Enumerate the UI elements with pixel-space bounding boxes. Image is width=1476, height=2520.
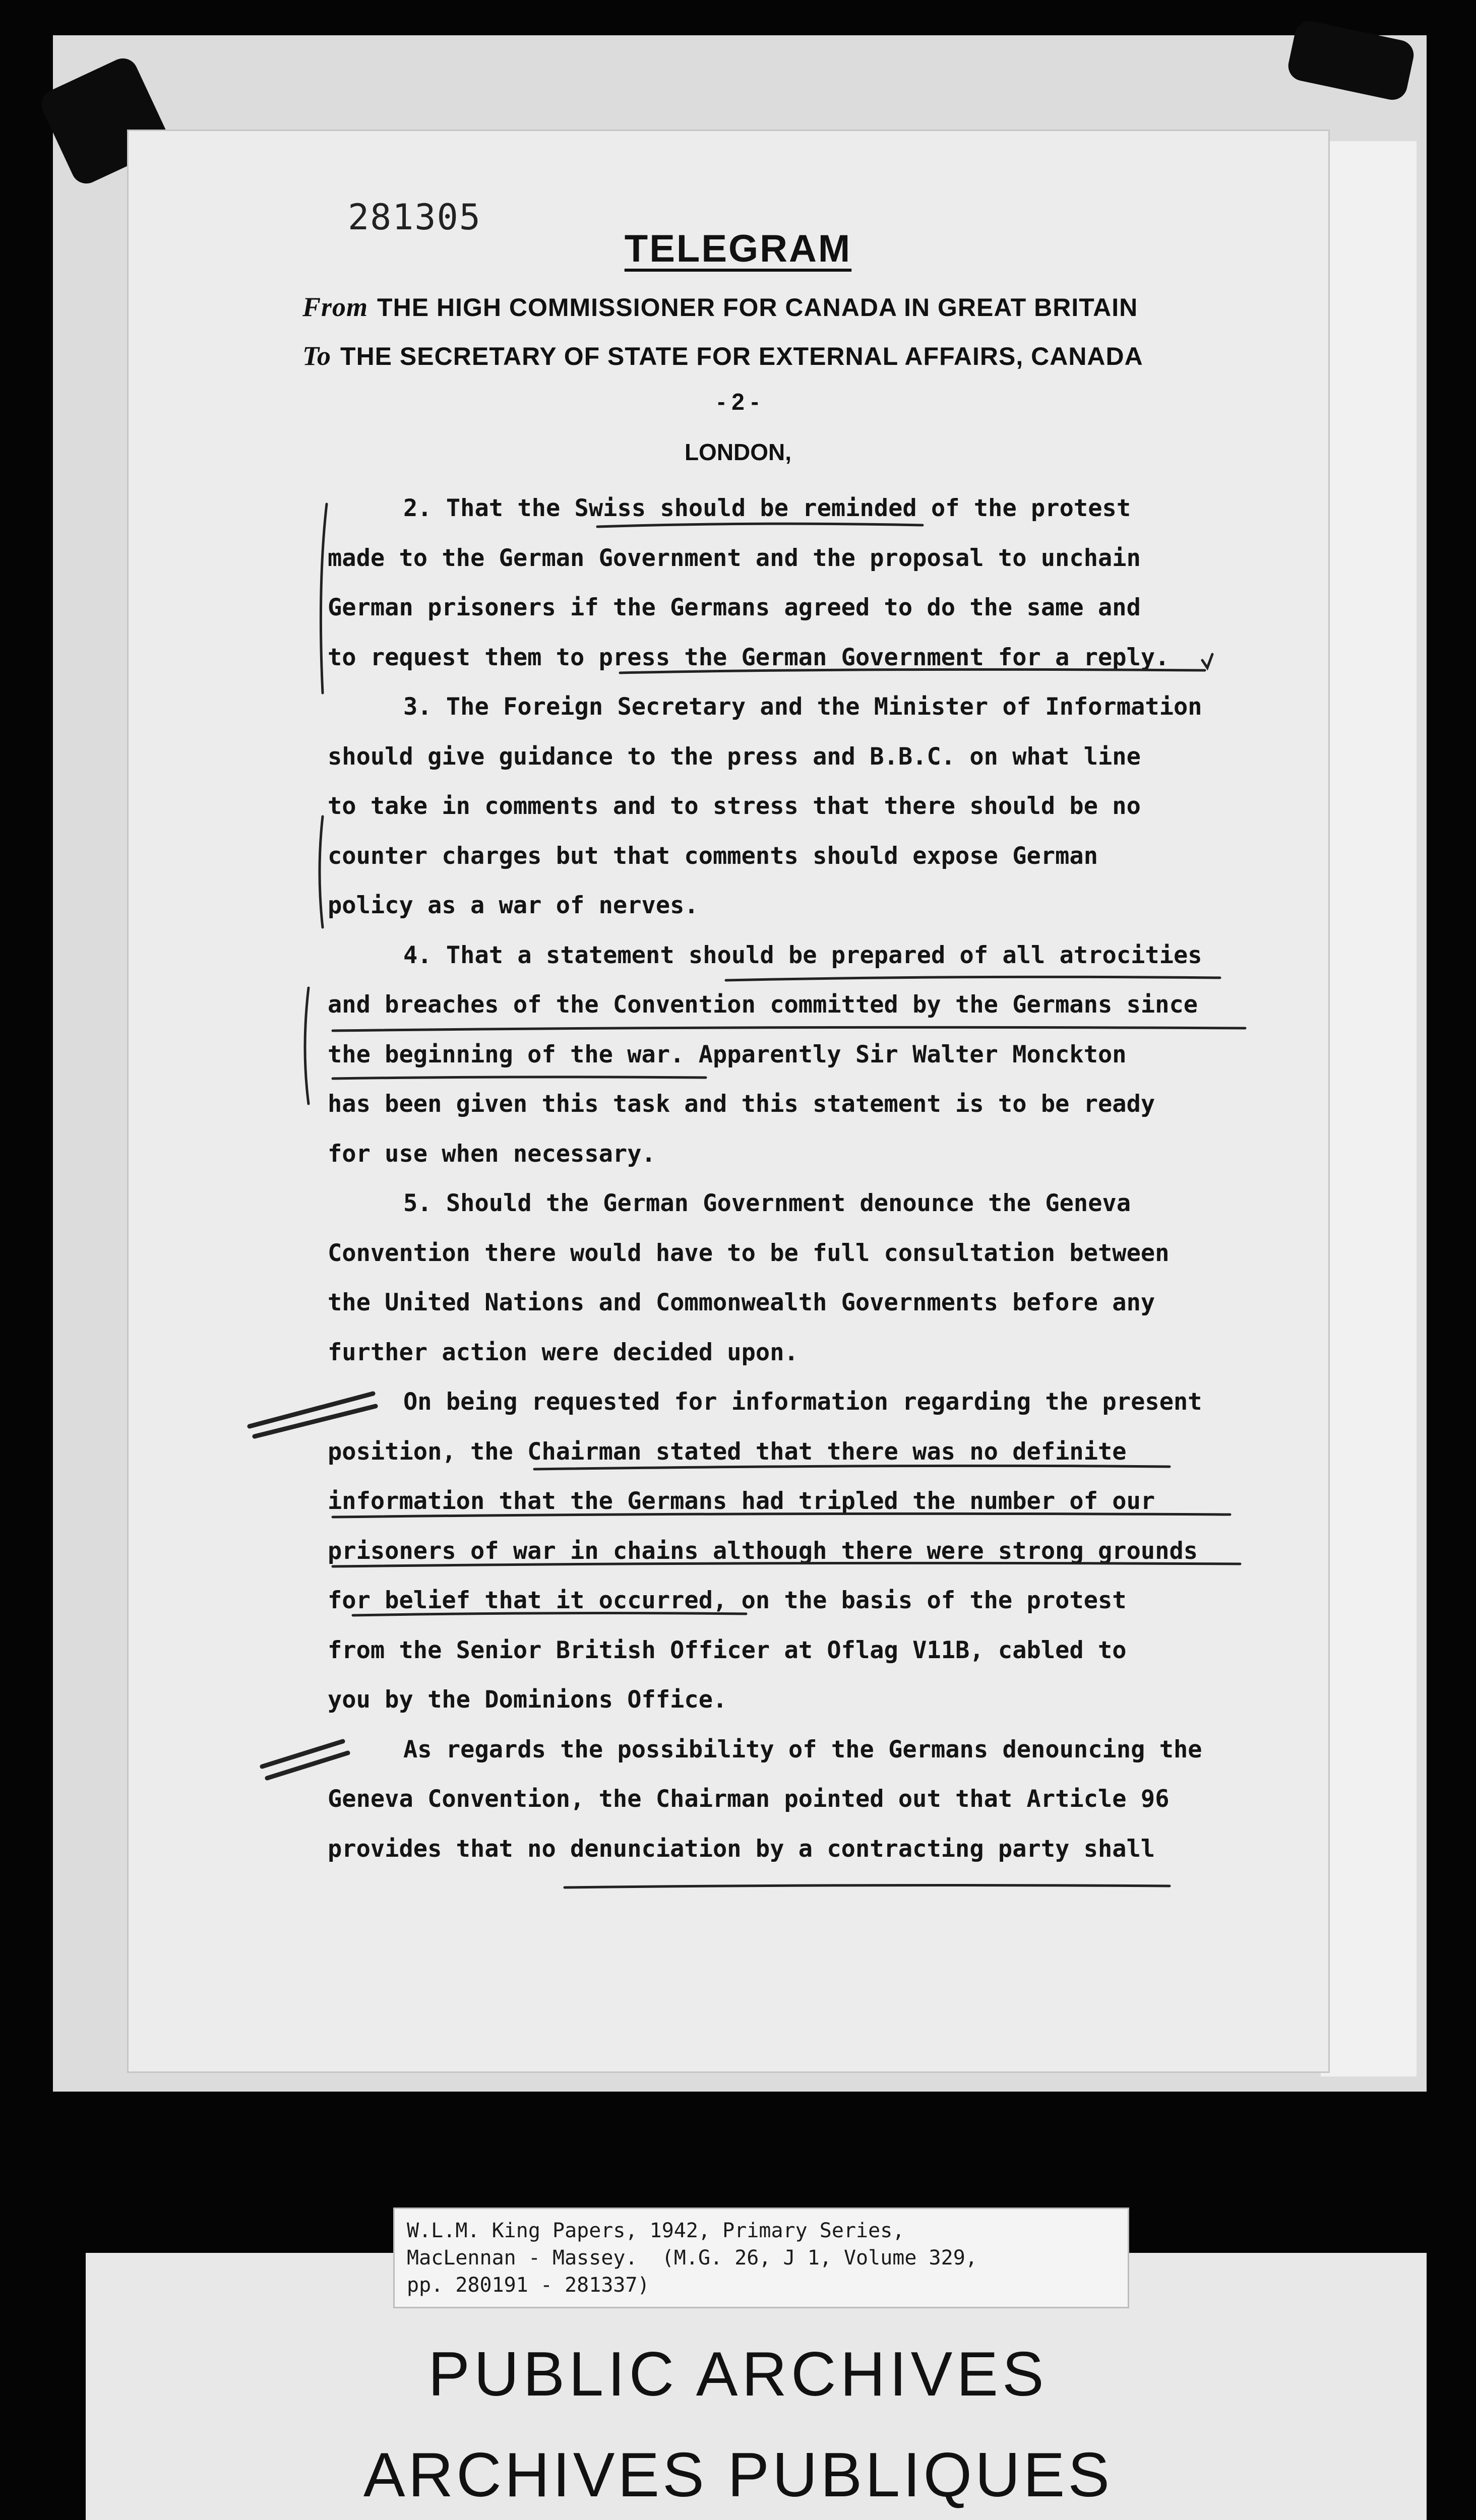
text-line: and breaches of the Convention committed by the Germans since	[328, 991, 1198, 1019]
text-line: position, the Chairman stated that there was no definite	[328, 1437, 1127, 1466]
underline	[565, 1885, 1170, 1887]
margin-tick	[262, 1741, 343, 1767]
underline	[534, 1466, 1170, 1469]
text-line: the beginning of the war. Apparently Sir Walter Monckton	[328, 1040, 1127, 1068]
underline	[620, 669, 1205, 673]
margin-bracket	[305, 988, 309, 1104]
underline	[333, 1077, 706, 1079]
underline	[726, 977, 1220, 980]
to-text: THE SECRETARY OF STATE FOR EXTERNAL AFFAIRS, CANADA	[340, 342, 1143, 370]
check-mark	[1202, 654, 1212, 668]
margin-bracket	[321, 504, 327, 693]
archive-line-archives-publiques: ARCHIVES PUBLIQUES	[363, 2440, 1113, 2510]
text-line: Geneva Convention, the Chairman pointed out that Article 96	[328, 1785, 1170, 1813]
underline	[597, 524, 922, 527]
underline	[333, 1514, 1230, 1517]
text-line: the United Nations and Commonwealth Governments before any	[328, 1289, 1155, 1316]
text-line: to take in comments and to stress that there should be no	[328, 792, 1141, 820]
text-line: for use when necessary.	[328, 1140, 656, 1168]
telegram-title-text: TELEGRAM	[624, 227, 852, 270]
text-line: policy as a war of nerves.	[328, 892, 699, 919]
text-line: 3. The Foreign Secretary and the Minister of Information	[403, 693, 1202, 721]
underline	[333, 1027, 1245, 1031]
underline	[353, 1613, 746, 1615]
text-line: information that the Germans had tripled the number of our	[328, 1487, 1155, 1515]
from-text: THE HIGH COMMISSIONER FOR CANADA IN GREAT BRITAIN	[377, 293, 1138, 322]
citation-line: MacLennan - Massey. (M.G. 26, J 1, Volume 329,	[407, 2246, 977, 2270]
document-number: 281305	[348, 197, 481, 238]
text-line: German prisoners if the Germans agreed to do the same and	[328, 594, 1141, 621]
text-line: from the Senior British Officer at Oflag V11B, cabled to	[328, 1636, 1127, 1664]
margin-bracket	[320, 816, 323, 927]
citation-line: W.L.M. King Papers, 1942, Primary Series,	[407, 2219, 905, 2242]
from-label: From	[302, 292, 368, 322]
text-line: to request them to press the German Government for a reply.	[328, 643, 1170, 671]
to-label: To	[302, 341, 332, 371]
text-line: counter charges but that comments should expose German	[328, 842, 1098, 870]
text-line: for belief that it occurred, on the basis of the protest	[328, 1587, 1127, 1614]
text-line: provides that no denunciation by a contracting party shall	[328, 1835, 1155, 1863]
margin-tick	[267, 1753, 348, 1778]
text-line: Convention there would have to be full consultation between	[328, 1239, 1170, 1267]
text-line: further action were decided upon.	[328, 1338, 798, 1366]
citation-line: pp. 280191 - 281337)	[407, 2274, 650, 2297]
page-marker: - 2 -	[717, 389, 759, 415]
text-line: As regards the possibility of the Germans denouncing the	[403, 1735, 1202, 1763]
place-line: LONDON,	[684, 439, 792, 465]
text-line: you by the Dominions Office.	[328, 1686, 727, 1714]
citation-slip	[393, 2208, 1129, 2308]
text-line: 4. That a statement should be prepared of all atrocities	[403, 941, 1202, 969]
text-line: On being requested for information regarding the present	[403, 1388, 1202, 1416]
underline	[333, 1563, 1240, 1566]
text-line: has been given this task and this statement is to be ready	[328, 1090, 1155, 1118]
text-line: 2. That the Swiss should be reminded of the protest	[403, 494, 1131, 522]
text-line: should give guidance to the press and B.B.C. on what line	[328, 742, 1141, 771]
archive-line-public-archives: PUBLIC ARCHIVES	[428, 2340, 1048, 2409]
text-line: prisoners of war in chains although there were strong grounds	[328, 1537, 1198, 1565]
text-line: made to the German Government and the proposal to unchain	[328, 544, 1141, 572]
text-line: 5. Should the German Government denounce the Geneva	[403, 1189, 1131, 1217]
